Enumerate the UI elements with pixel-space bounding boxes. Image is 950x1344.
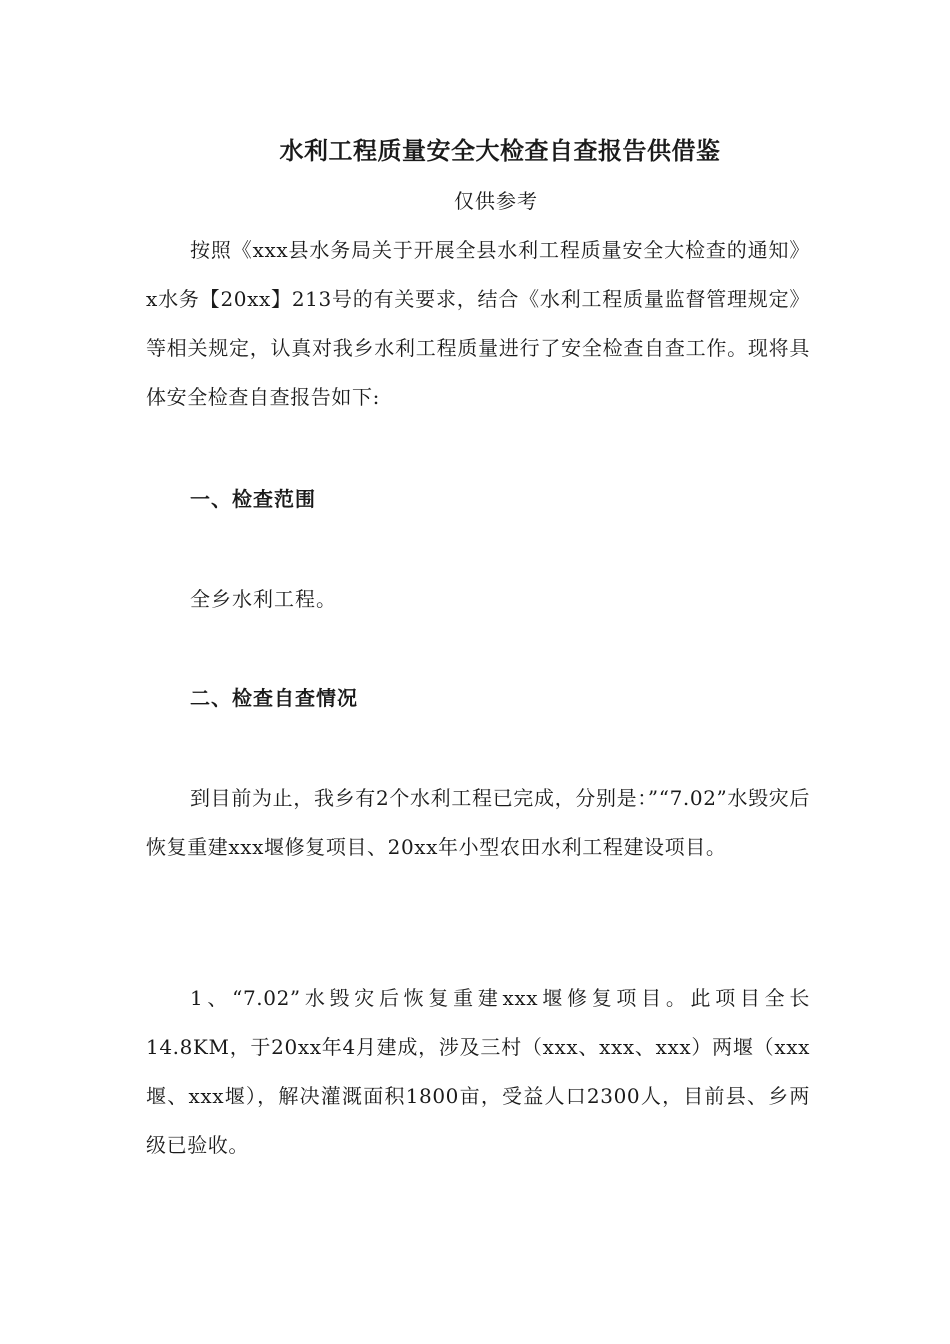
intro-text: 按照《xxx县水务局关于开展全县水利工程质量安全大检查的通知》x水务【20xx】213号的有关要求，结合《水利工程质量监督管理规定》等相关规定，认真对我乡水利工程质量进行了安全检查自查工作。现将具体安全检查自查报告如下: xyxy=(146,238,810,409)
document-title: 水利工程质量安全大检查自查报告供借鉴 xyxy=(279,137,721,165)
section-1-body: 全乡水利工程。 xyxy=(190,587,337,611)
section-2-paragraph xyxy=(146,774,810,872)
section-2-text: 到目前为止，我乡有2个水利工程已完成，分别是：”“7.02”水毁灾后恢复重建xxx堰修复项目、20xx年小型农田水利工程建设项目。 xyxy=(146,786,810,859)
item-1-paragraph xyxy=(146,974,810,1170)
intro-paragraph xyxy=(146,226,810,422)
item-1-text: 1、“7.02”水毁灾后恢复重建xxx堰修复项目。此项目全长14.8KM，于20xx年4月建成，涉及三村（xxx、xxx、xxx）两堰（xxx堰、xxx堰），解决灌溉面积1800亩，受益人口2300人，目前县、乡两级已验收。 xyxy=(146,986,810,1157)
section-1-heading: 一、检查范围 xyxy=(190,487,316,511)
document-subtitle: 仅供参考 xyxy=(454,189,538,213)
section-2-heading: 二、检查自查情况 xyxy=(190,686,358,710)
